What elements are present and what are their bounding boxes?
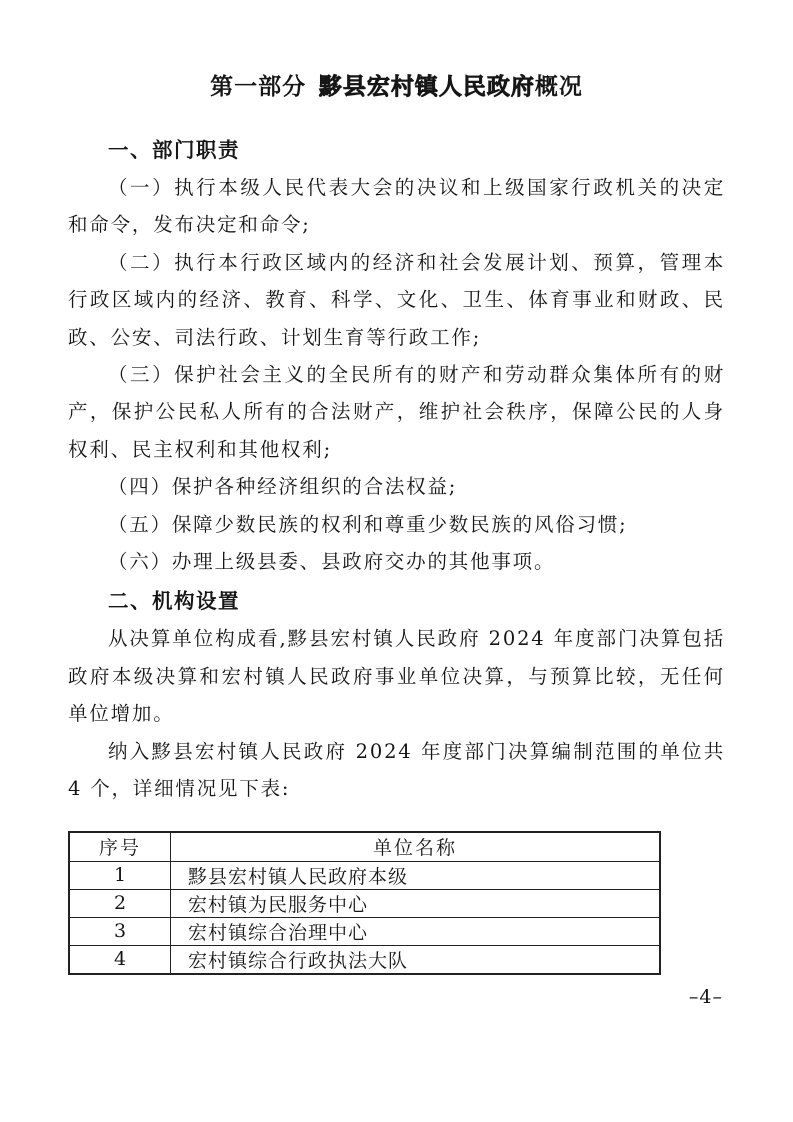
row-unit-name: 宏村镇综合治理中心	[171, 917, 661, 945]
row-unit-name: 黟县宏村镇人民政府本级	[171, 861, 661, 889]
column-header-unit-name: 单位名称	[171, 832, 661, 862]
column-header-seq: 序号	[69, 832, 171, 862]
row-seq: 1	[69, 861, 171, 889]
row-seq: 4	[69, 945, 171, 974]
table-row	[69, 861, 660, 889]
row-unit-name: 宏村镇综合行政执法大队	[171, 945, 661, 974]
duty-item-4: （四）保护各种经济组织的合法权益;	[107, 475, 458, 499]
title-department-name: 黟县宏村镇人民政府	[318, 74, 535, 100]
row-seq: 3	[69, 917, 171, 945]
unit-table-body	[69, 861, 660, 974]
page-title	[68, 70, 725, 104]
section-heading-duties: 一、部门职责	[108, 138, 240, 162]
title-suffix: 概况	[534, 74, 583, 100]
organization-paragraph-2: 纳入黟县宏村镇人民政府 2024 年度部门决算编制范围的单位共 4 个，详细情况见下表:	[68, 739, 725, 801]
duty-item-5: （五）保障少数民族的权利和尊重少数民族的风俗习惯;	[107, 512, 628, 536]
duty-item-6: （六）办理上级县委、县政府交办的其他事项。	[107, 550, 556, 574]
unit-list-table	[68, 831, 661, 975]
duty-item-1: （一）执行本级人民代表大会的决议和上级国家行政机关的决定和命令，发布决定和命令;	[68, 176, 725, 237]
row-seq: 2	[69, 889, 171, 917]
organization-paragraph-1: 从决算单位构成看,黟县宏村镇人民政府 2024 年度部门决算包括政府本级决算和宏村镇人民政府事业单位决算，与预算比较，无任何单位增加。	[68, 627, 725, 726]
section-heading-organization: 二、机构设置	[108, 589, 240, 614]
table-row	[69, 917, 660, 945]
duty-item-3: （三）保护社会主义的全民所有的财产和劳动群众集体所有的财产，保护公民私人所有的合法财产，维护社会秩序，保障公民的人身权利、民主权利和其他权利;	[68, 363, 725, 461]
unit-table-header	[69, 832, 660, 862]
row-unit-name: 宏村镇为民服务中心	[171, 889, 661, 917]
table-row	[69, 945, 660, 974]
title-section-label: 第一部分	[210, 74, 307, 100]
duty-item-2: （二）执行本行政区域内的经济和社会发展计划、预算，管理本行政区域内的经济、教育、科学、文化、卫生、体育事业和财政、民政、公安、司法行政、计划生育等行政工作;	[68, 250, 725, 349]
table-header-row	[69, 832, 660, 862]
table-row	[69, 889, 660, 917]
page-number: –4–	[688, 986, 723, 1008]
